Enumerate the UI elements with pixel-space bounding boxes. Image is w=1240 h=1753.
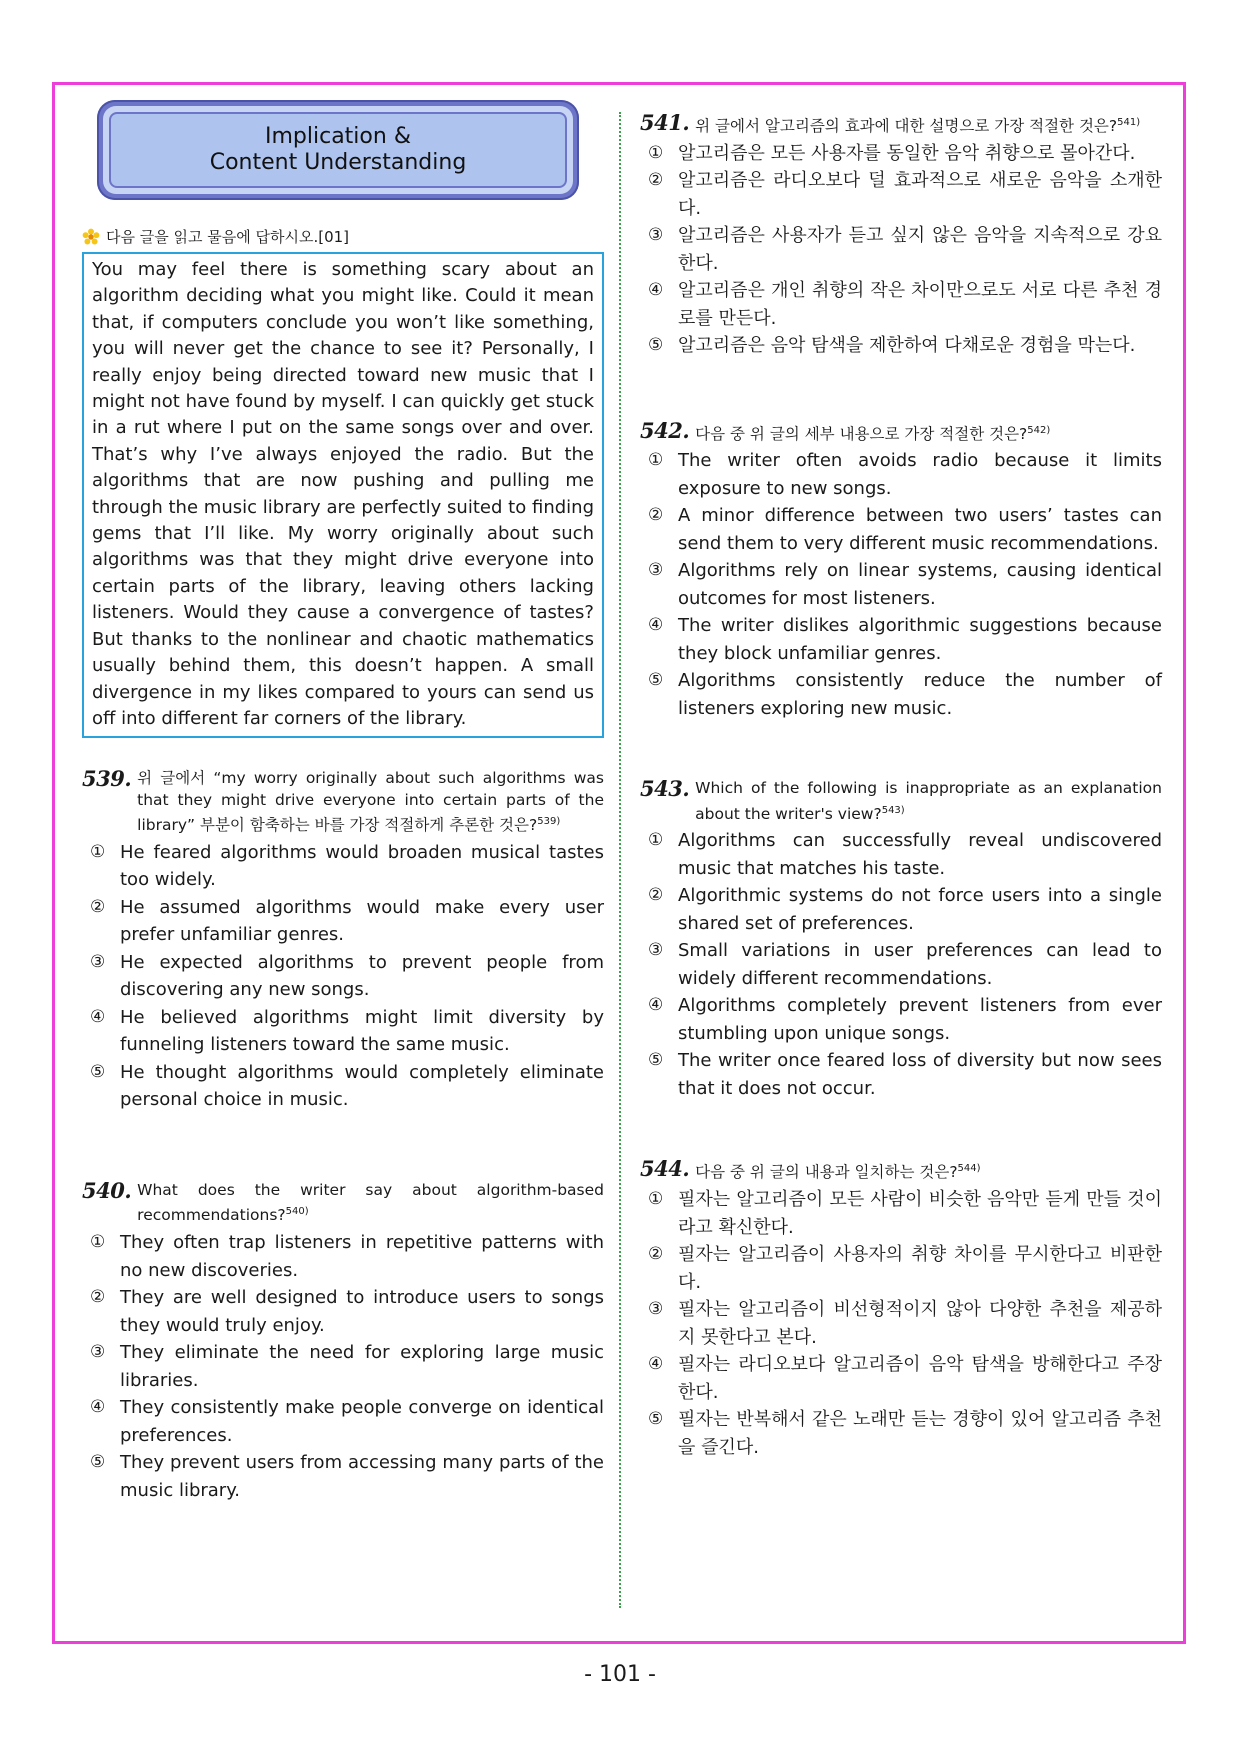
question-number: 543. xyxy=(640,776,690,802)
question-ref: 542) xyxy=(1027,424,1051,436)
instruction xyxy=(82,226,604,248)
option[interactable]: ④ He believed algorithms might limit diversity by funneling listeners toward the same music. xyxy=(90,1006,604,1056)
option[interactable]: ① 알고리즘은 모든 사용자를 동일한 음악 취향으로 몰아간다. xyxy=(648,142,1136,164)
question-ref: 541) xyxy=(1117,117,1141,128)
option[interactable]: ③ 알고리즘은 사용자가 듣고 싶지 않은 음악을 지속적으로 강요한다. xyxy=(648,225,1162,274)
question-text: What does the writer say about algorithm-based recommendations? xyxy=(137,1180,604,1225)
option[interactable]: ③ Small variations in user preferences can lead to widely different recommendations. xyxy=(648,940,1162,989)
option[interactable]: ② Algorithmic systems do not force users into a single shared set of preferences. xyxy=(648,885,1162,934)
question-text: Which of the following is inappropriate as an explanation about the writer's view? xyxy=(695,779,1162,823)
question-text: 다음 중 위 글의 내용과 일치하는 것은? xyxy=(695,1163,958,1182)
option[interactable]: ④ Algorithms completely prevent listeners from ever stumbling upon unique songs. xyxy=(648,995,1162,1044)
option[interactable]: ① He feared algorithms would broaden musical tastes too widely. xyxy=(90,841,604,891)
page-number: - 101 - xyxy=(584,1662,656,1687)
option[interactable]: ③ 필자는 알고리즘이 비선형적이지 않아 다양한 추천을 제공하지 못한다고 본다. xyxy=(648,1299,1162,1348)
question-number: 544. xyxy=(640,1156,690,1182)
right-column xyxy=(640,112,1162,1461)
option[interactable]: ④ They consistently make people converge on identical preferences. xyxy=(90,1397,604,1446)
instruction-text: 다음 글을 읽고 물음에 답하시오.[01] xyxy=(106,228,350,246)
option[interactable]: ③ Algorithms rely on linear systems, causing identical outcomes for most listeners. xyxy=(648,560,1162,609)
options-540 xyxy=(82,1229,604,1504)
options-542 xyxy=(640,447,1162,722)
options-539 xyxy=(82,839,604,1114)
question-number: 540. xyxy=(82,1177,132,1203)
question-539 xyxy=(82,768,604,1114)
option[interactable]: ⑤ They prevent users from accessing many parts of the music library. xyxy=(90,1452,604,1501)
section-title-line1: Implication & xyxy=(265,124,411,149)
question-ref: 540) xyxy=(285,1206,309,1218)
question-number: 539. xyxy=(82,766,132,792)
question-number: 541. xyxy=(640,110,690,135)
option[interactable]: ⑤ 알고리즘은 음악 탐색을 제한하여 다채로운 경험을 막는다. xyxy=(648,335,1136,357)
question-542 xyxy=(640,417,1162,723)
option[interactable]: ④ 알고리즘은 개인 취향의 작은 차이만으로도 서로 다른 추천 경로를 만든다. xyxy=(648,280,1162,329)
option[interactable]: ⑤ 필자는 반복해서 같은 노래만 듣는 경향이 있어 알고리즘 추천을 즐긴다. xyxy=(648,1409,1162,1458)
option[interactable]: ③ They eliminate the need for exploring large music libraries. xyxy=(90,1342,604,1391)
question-ref: 543) xyxy=(881,804,905,816)
option[interactable]: ⑤ Algorithms consistently reduce the number of listeners exploring new music. xyxy=(648,670,1162,719)
left-column xyxy=(82,100,604,1504)
option[interactable]: ② A minor difference between two users’ tastes can send them to very different music recommendations. xyxy=(648,505,1162,554)
reading-passage: You may feel there is something scary about an algorithm deciding what you might like. Could it mean that, if computers conclude you won’t like something, you will never get the chance to see it? Personally, I really enjoy being directed toward new music that I might not have found by myself. I can quickly get stuck in a rut where I put on the same songs over and over. That’s why I’ve always enjoyed the radio. But the algorithms that are now pushing and pulling me through the music library are perfectly suited to finding gems that I’ll like. My worry originally about such algorithms was that they might drive everyone into certain parts of the library, leaving others lacking listeners. Would they cause a convergence of tastes? But thanks to the nonlinear and chaotic mathematics usually behind them, this doesn’t happen. A small divergence in my likes compared to yours can send us off into different far corners of the library. xyxy=(82,252,604,738)
option[interactable]: ② He assumed algorithms would make every user prefer unfamiliar genres. xyxy=(90,896,604,946)
option[interactable]: ① Algorithms can successfully reveal undiscovered music that matches his taste. xyxy=(648,830,1162,879)
option[interactable]: ③ He expected algorithms to prevent people from discovering any new songs. xyxy=(90,951,604,1001)
options-541 xyxy=(640,140,1162,360)
question-543 xyxy=(640,778,1162,1102)
flower-icon xyxy=(82,228,100,246)
question-ref: 539) xyxy=(537,816,561,828)
option[interactable]: ② They are well designed to introduce users to songs they would truly enjoy. xyxy=(90,1287,604,1336)
option[interactable]: ⑤ He thought algorithms would completely eliminate personal choice in music. xyxy=(90,1061,604,1111)
question-text: 다음 중 위 글의 세부 내용으로 가장 적절한 것은? xyxy=(695,424,1028,443)
option[interactable]: ④ 필자는 라디오보다 알고리즘이 음악 탐색을 방해한다고 주장한다. xyxy=(648,1354,1162,1403)
option[interactable]: ① The writer often avoids radio because it limits exposure to new songs. xyxy=(648,450,1162,499)
question-text: 위 글에서 “my worry originally about such algorithms was that they might drive everyone into certain parts of the library” 부분이 함축하는 바를 가장 적절하게 추론한 것은? xyxy=(137,769,604,835)
question-text: 위 글에서 알고리즘의 효과에 대한 설명으로 가장 적절한 것은? xyxy=(695,117,1118,136)
question-number: 542. xyxy=(640,417,690,443)
option[interactable]: ① They often trap listeners in repetitive patterns with no new discoveries. xyxy=(90,1232,604,1281)
question-540 xyxy=(82,1177,604,1504)
column-divider xyxy=(619,112,621,1608)
option[interactable]: ⑤ The writer once feared loss of diversity but now sees that it does not occur. xyxy=(648,1050,1162,1099)
options-543 xyxy=(640,827,1162,1102)
option[interactable]: ② 필자는 알고리즘이 사용자의 취향 차이를 무시한다고 비판한다. xyxy=(648,1244,1162,1293)
option[interactable]: ① 필자는 알고리즘이 모든 사람이 비슷한 음악만 듣게 만들 것이라고 확신한다. xyxy=(648,1189,1162,1238)
option[interactable]: ④ The writer dislikes algorithmic suggestions because they block unfamiliar genres. xyxy=(648,615,1162,664)
question-541 xyxy=(640,112,1162,360)
options-544 xyxy=(640,1186,1162,1461)
question-ref: 544) xyxy=(957,1163,981,1175)
question-544 xyxy=(640,1158,1162,1461)
section-title-line2: Content Understanding xyxy=(209,150,467,175)
section-title-box xyxy=(97,100,579,200)
option[interactable]: ② 알고리즘은 라디오보다 덜 효과적으로 새로운 음악을 소개한다. xyxy=(648,170,1162,219)
